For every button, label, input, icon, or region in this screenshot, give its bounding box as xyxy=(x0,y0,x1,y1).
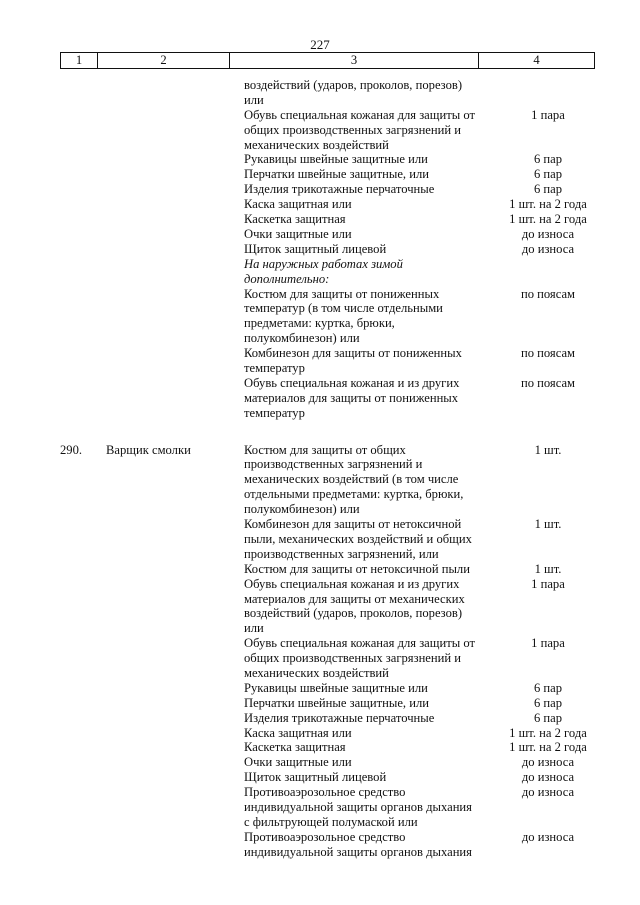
issue-norm: до износа xyxy=(521,241,575,256)
equipment-description xyxy=(244,443,492,517)
equipment-description xyxy=(244,227,492,242)
header-col-1: 1 xyxy=(61,53,98,68)
issue-norm: до износа xyxy=(521,785,575,800)
description-line: Рукавицы швейные защитные или xyxy=(244,152,428,167)
description-line: Костюм для защиты от пониженных xyxy=(244,286,440,301)
entry-number xyxy=(60,696,106,711)
indent xyxy=(0,108,60,153)
entry-number xyxy=(60,830,106,860)
entry-number: 290. xyxy=(60,442,83,457)
profession-name xyxy=(106,577,244,637)
table-row xyxy=(0,755,640,770)
indent xyxy=(0,242,60,257)
description-line: полукомбинезон) или xyxy=(244,502,360,517)
description-line: Обувь специальная кожаная для защиты от xyxy=(244,107,475,122)
description-line: производственных загрязнений, или xyxy=(244,546,439,561)
table-row xyxy=(0,740,640,755)
equipment-description xyxy=(244,726,492,741)
profession-name xyxy=(106,152,244,167)
description-line: Перчатки швейные защитные, или xyxy=(244,167,429,182)
profession-name xyxy=(106,696,244,711)
entry-number xyxy=(60,227,106,242)
issue-norm: 1 шт. на 2 года xyxy=(509,725,587,740)
table-row xyxy=(0,197,640,212)
description-line: Обувь специальная кожаная и из других xyxy=(244,375,460,390)
table-row xyxy=(0,770,640,785)
entry-number xyxy=(60,242,106,257)
page-number: 227 xyxy=(310,37,330,52)
description-line: Щиток защитный лицевой xyxy=(244,241,387,256)
profession-name xyxy=(106,770,244,785)
table-row xyxy=(0,517,640,562)
issue-norm xyxy=(492,257,604,287)
description-line: общих производственных загрязнений и xyxy=(244,651,462,666)
description-line: температур (в том числе отдельными xyxy=(244,301,443,316)
indent xyxy=(0,562,60,577)
indent xyxy=(0,636,60,681)
entry-number xyxy=(60,562,106,577)
indent xyxy=(0,740,60,755)
table-row xyxy=(0,167,640,182)
entry-number xyxy=(60,740,106,755)
description-line: На наружных работах зимой xyxy=(244,256,403,271)
description-line: воздействий (ударов, проколов, порезов) xyxy=(244,78,463,92)
equipment-description xyxy=(244,681,492,696)
description-line: общих производственных загрязнений и xyxy=(244,122,462,137)
header-col-4: 4 xyxy=(533,53,540,67)
profession-name xyxy=(106,108,244,153)
indent xyxy=(0,376,60,421)
table-row xyxy=(0,562,640,577)
profession-name xyxy=(106,212,244,227)
table-row xyxy=(0,242,640,257)
description-line: Щиток защитный лицевой xyxy=(244,770,387,785)
issue-norm: по поясам xyxy=(520,346,576,361)
description-line: Очки защитные или xyxy=(244,226,352,241)
profession-name xyxy=(106,755,244,770)
equipment-description xyxy=(244,711,492,726)
description-line: механических воздействий xyxy=(244,137,389,152)
equipment-description xyxy=(244,242,492,257)
table-row xyxy=(0,726,640,741)
table-row xyxy=(0,78,640,108)
entry-number xyxy=(60,636,106,681)
entry-number xyxy=(60,376,106,421)
issue-norm: 6 пар xyxy=(533,167,563,182)
indent xyxy=(0,696,60,711)
entry-number xyxy=(60,152,106,167)
indent xyxy=(0,577,60,637)
equipment-description xyxy=(244,770,492,785)
indent xyxy=(0,197,60,212)
entry-number xyxy=(60,755,106,770)
entry-number xyxy=(60,726,106,741)
description-line: производственных загрязнений и xyxy=(244,457,423,472)
table-row xyxy=(0,227,640,242)
issue-norm: 1 пара xyxy=(531,576,565,591)
equipment-description xyxy=(244,287,492,347)
description-line: температур xyxy=(244,361,305,376)
issue-norm: 1 шт. на 2 года xyxy=(509,212,587,227)
issue-norm: до износа xyxy=(521,755,575,770)
table-row xyxy=(0,577,640,637)
issue-norm: 1 пара xyxy=(531,107,565,122)
indent xyxy=(0,770,60,785)
description-line: Противоаэрозольное средство xyxy=(244,785,406,800)
equipment-description xyxy=(244,152,492,167)
issue-norm: по поясам xyxy=(520,286,576,301)
entry-number xyxy=(60,711,106,726)
entry-number xyxy=(60,257,106,287)
indent xyxy=(0,212,60,227)
profession-name xyxy=(106,562,244,577)
table-row xyxy=(0,636,640,681)
header-col-2: 2 xyxy=(98,53,230,68)
header-col-3: 3 xyxy=(230,53,479,68)
equipment-description xyxy=(244,785,492,830)
indent xyxy=(0,726,60,741)
entry-number xyxy=(60,197,106,212)
equipment-description xyxy=(244,517,492,562)
description-line: Изделия трикотажные перчаточные xyxy=(244,710,435,725)
table-row xyxy=(0,443,640,517)
entry-number xyxy=(60,785,106,830)
description-line: Изделия трикотажные перчаточные xyxy=(244,182,435,197)
equipment-description xyxy=(244,182,492,197)
equipment-description xyxy=(244,577,492,637)
issue-norm: 1 шт. на 2 года xyxy=(509,740,587,755)
description-line: материалов для защиты от механических xyxy=(244,591,465,606)
profession-name xyxy=(106,711,244,726)
description-line: или xyxy=(244,621,264,636)
entry-number xyxy=(60,167,106,182)
table-row xyxy=(0,376,640,421)
indent xyxy=(0,755,60,770)
indent xyxy=(0,257,60,287)
entry-number xyxy=(60,681,106,696)
indent xyxy=(0,152,60,167)
issue-norm: до износа xyxy=(521,829,575,844)
description-line: Комбинезон для защиты от нетоксичной xyxy=(244,517,462,532)
equipment-description xyxy=(244,212,492,227)
description-line: Костюм для защиты от общих xyxy=(244,442,406,457)
description-line: или xyxy=(244,92,264,107)
table-row xyxy=(0,108,640,153)
profession-name xyxy=(106,726,244,741)
table-row xyxy=(0,257,640,287)
description-line: материалов для защиты от пониженных xyxy=(244,390,459,405)
equipment-description xyxy=(244,376,492,421)
table-row xyxy=(0,785,640,830)
equipment-description xyxy=(244,108,492,153)
description-line: Каскетка защитная xyxy=(244,740,346,755)
indent xyxy=(0,681,60,696)
profession-name xyxy=(106,242,244,257)
equipment-description xyxy=(244,830,492,860)
description-line: индивидуальной защиты органов дыхания xyxy=(244,844,472,859)
indent xyxy=(0,711,60,726)
description-line: Комбинезон для защиты от пониженных xyxy=(244,346,462,361)
description-line: механических воздействий xyxy=(244,665,389,680)
profession-name xyxy=(106,830,244,860)
description-line: Рукавицы швейные защитные или xyxy=(244,680,428,695)
equipment-description xyxy=(244,78,492,108)
indent xyxy=(0,167,60,182)
entry-number xyxy=(60,212,106,227)
table-row xyxy=(0,696,640,711)
description-line: механических воздействий (в том числе xyxy=(244,472,459,487)
issue-norm: до износа xyxy=(521,226,575,241)
entry-number xyxy=(60,577,106,637)
description-line: Костюм для защиты от нетоксичной пыли xyxy=(244,561,470,576)
issue-norm: 6 пар xyxy=(533,710,563,725)
description-line: Очки защитные или xyxy=(244,755,352,770)
table-row xyxy=(0,152,640,167)
profession-name xyxy=(106,78,244,108)
description-line: Противоаэрозольное средство xyxy=(244,829,406,844)
profession-name xyxy=(106,517,244,562)
entry-number xyxy=(60,78,106,108)
table-row xyxy=(0,212,640,227)
profession-name xyxy=(106,740,244,755)
indent xyxy=(0,830,60,860)
issue-norm: 6 пар xyxy=(533,680,563,695)
equipment-description xyxy=(244,755,492,770)
profession-name xyxy=(106,167,244,182)
table-row xyxy=(0,182,640,197)
entry-number xyxy=(60,770,106,785)
profession-name xyxy=(106,227,244,242)
description-line: отдельными предметами: куртка, брюки, xyxy=(244,487,464,502)
profession-name xyxy=(106,785,244,830)
issue-norm: 6 пар xyxy=(533,152,563,167)
equipment-description xyxy=(244,167,492,182)
table-row xyxy=(0,711,640,726)
issue-norm: 1 пара xyxy=(531,636,565,651)
equipment-description xyxy=(244,257,492,287)
issue-norm: 6 пар xyxy=(533,695,563,710)
description-line: воздействий (ударов, проколов, порезов) xyxy=(244,606,463,621)
equipment-description xyxy=(244,197,492,212)
description-line: температур xyxy=(244,405,305,420)
profession-name xyxy=(106,197,244,212)
entry-number xyxy=(60,287,106,347)
table-header xyxy=(60,52,595,69)
description-line: Каска защитная или xyxy=(244,197,352,212)
indent xyxy=(0,78,60,108)
equipment-description xyxy=(244,740,492,755)
description-line: полукомбинезон) или xyxy=(244,331,360,346)
issue-norm: 1 шт. на 2 года xyxy=(509,197,587,212)
profession-name xyxy=(106,636,244,681)
issue-norm: 6 пар xyxy=(533,182,563,197)
table-row xyxy=(0,346,640,376)
table-row xyxy=(0,830,640,860)
profession-name xyxy=(106,681,244,696)
description-line: с фильтрующей полумаской или xyxy=(244,814,418,829)
issue-norm: по поясам xyxy=(520,375,576,390)
equipment-description xyxy=(244,696,492,711)
table-body xyxy=(0,78,640,860)
issue-norm: 1 шт. xyxy=(534,517,562,532)
indent xyxy=(0,287,60,347)
description-line: дополнительно: xyxy=(244,271,330,286)
profession-name xyxy=(106,376,244,421)
description-line: Каска защитная или xyxy=(244,725,352,740)
entry-number xyxy=(60,182,106,197)
description-line: Каскетка защитная xyxy=(244,212,346,227)
description-line: Перчатки швейные защитные, или xyxy=(244,695,429,710)
indent xyxy=(0,346,60,376)
issue-norm: до износа xyxy=(521,770,575,785)
description-line: предметами: куртка, брюки, xyxy=(244,316,395,331)
equipment-description xyxy=(244,346,492,376)
indent xyxy=(0,517,60,562)
profession-name xyxy=(106,182,244,197)
indent xyxy=(0,785,60,830)
equipment-description xyxy=(244,562,492,577)
description-line: Обувь специальная кожаная для защиты от xyxy=(244,636,475,651)
profession-name: Варщик смолки xyxy=(106,442,191,457)
entry-gap xyxy=(0,421,640,443)
description-line: индивидуальной защиты органов дыхания xyxy=(244,800,472,815)
issue-norm xyxy=(492,78,604,108)
indent xyxy=(0,227,60,242)
table-row xyxy=(0,287,640,347)
description-line: пыли, механических воздействий и общих xyxy=(244,531,472,546)
equipment-description xyxy=(244,636,492,681)
entry-number xyxy=(60,108,106,153)
entry-number xyxy=(60,517,106,562)
entry-number xyxy=(60,346,106,376)
table-row xyxy=(0,681,640,696)
profession-name xyxy=(106,287,244,347)
profession-name xyxy=(106,257,244,287)
issue-norm: 1 шт. xyxy=(534,561,562,576)
profession-name xyxy=(106,346,244,376)
issue-norm: 1 шт. xyxy=(534,442,562,457)
indent xyxy=(0,443,60,517)
description-line: Обувь специальная кожаная и из других xyxy=(244,576,460,591)
indent xyxy=(0,182,60,197)
